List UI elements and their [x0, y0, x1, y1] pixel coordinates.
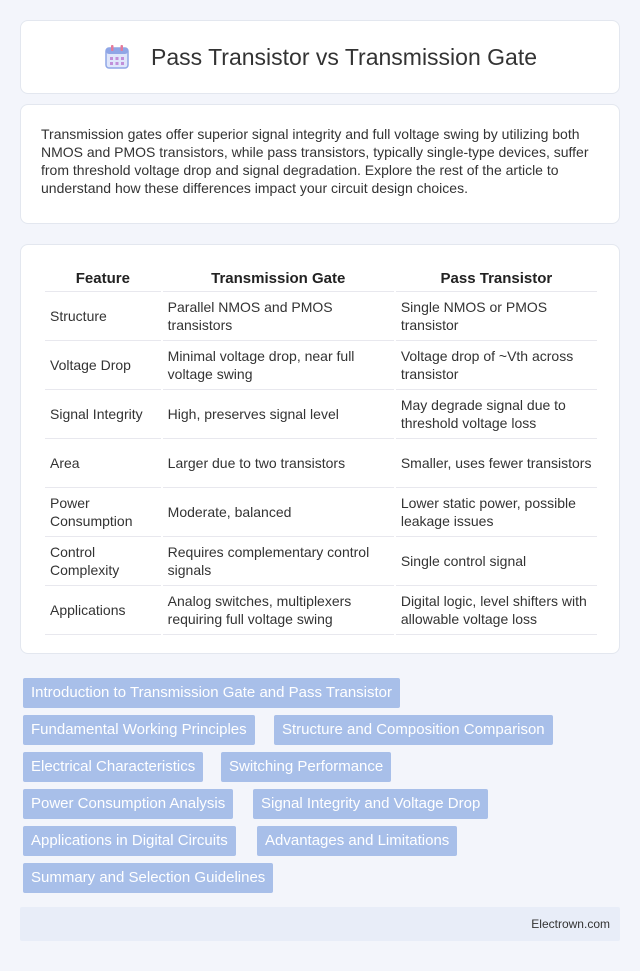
link-switching-performance[interactable]: Switching Performance	[221, 752, 391, 782]
comparison-table-card	[20, 244, 620, 654]
table-cell: Moderate, balanced	[163, 488, 394, 537]
table-row	[45, 390, 597, 439]
table-cell: Requires complementary control signals	[163, 537, 394, 586]
table-cell: Smaller, uses fewer transistors	[396, 439, 597, 488]
table-cell: Applications	[45, 586, 161, 635]
comparison-table	[43, 265, 599, 635]
link-introduction[interactable]: Introduction to Transmission Gate and Pass Transistor	[23, 678, 400, 708]
intro-card	[20, 104, 620, 224]
table-row	[45, 586, 597, 635]
calendar-icon	[103, 43, 131, 71]
link-summary-guidelines[interactable]: Summary and Selection Guidelines	[23, 863, 273, 893]
link-applications[interactable]: Applications in Digital Circuits	[23, 826, 236, 856]
table-row	[45, 488, 597, 537]
table-cell: Power Consumption	[45, 488, 161, 537]
table-cell: May degrade signal due to threshold voltage loss	[396, 390, 597, 439]
table-row	[45, 439, 597, 488]
table-cell: Parallel NMOS and PMOS transistors	[163, 292, 394, 341]
table-row	[45, 341, 597, 390]
table-row	[45, 537, 597, 586]
table-cell: Signal Integrity	[45, 390, 161, 439]
table-cell: Single NMOS or PMOS transistor	[396, 292, 597, 341]
table-cell: Structure	[45, 292, 161, 341]
header-transmission-gate: Transmission Gate	[163, 265, 394, 292]
link-advantages-limitations[interactable]: Advantages and Limitations	[257, 826, 457, 856]
link-structure-comparison[interactable]: Structure and Composition Comparison	[274, 715, 553, 745]
table-cell: Area	[45, 439, 161, 488]
intro-paragraph: Transmission gates offer superior signal integrity and full voltage swing by utilizing both NMOS and PMOS transistors, while pass transistors, typically single-type devices, suffer from threshold voltage drop and signal degradation. Explore the rest of the article to understand how these differences impact your circuit design choices.	[41, 126, 589, 196]
table-cell: Minimal voltage drop, near full voltage swing	[163, 341, 394, 390]
link-signal-integrity[interactable]: Signal Integrity and Voltage Drop	[253, 789, 488, 819]
table-cell: Larger due to two transistors	[163, 439, 394, 488]
link-working-principles[interactable]: Fundamental Working Principles	[23, 715, 255, 745]
table-row	[45, 292, 597, 341]
table-cell: Single control signal	[396, 537, 597, 586]
table-cell: Digital logic, level shifters with allowable voltage loss	[396, 586, 597, 635]
title-card	[20, 20, 620, 94]
table-cell: Control Complexity	[45, 537, 161, 586]
table-cell: Voltage Drop	[45, 341, 161, 390]
table-cell: High, preserves signal level	[163, 390, 394, 439]
link-power-consumption[interactable]: Power Consumption Analysis	[23, 789, 233, 819]
table-cell: Voltage drop of ~Vth across transistor	[396, 341, 597, 390]
header-pass-transistor: Pass Transistor	[396, 265, 597, 292]
table-cell: Analog switches, multiplexers requiring full voltage swing	[163, 586, 394, 635]
header-feature: Feature	[45, 265, 161, 292]
footer-site[interactable]: Electrown.com	[531, 917, 610, 931]
page-title: Pass Transistor vs Transmission Gate	[150, 43, 537, 70]
link-electrical-characteristics[interactable]: Electrical Characteristics	[23, 752, 203, 782]
footer	[20, 907, 620, 941]
table-header-row	[45, 265, 597, 292]
table-cell: Lower static power, possible leakage issues	[396, 488, 597, 537]
